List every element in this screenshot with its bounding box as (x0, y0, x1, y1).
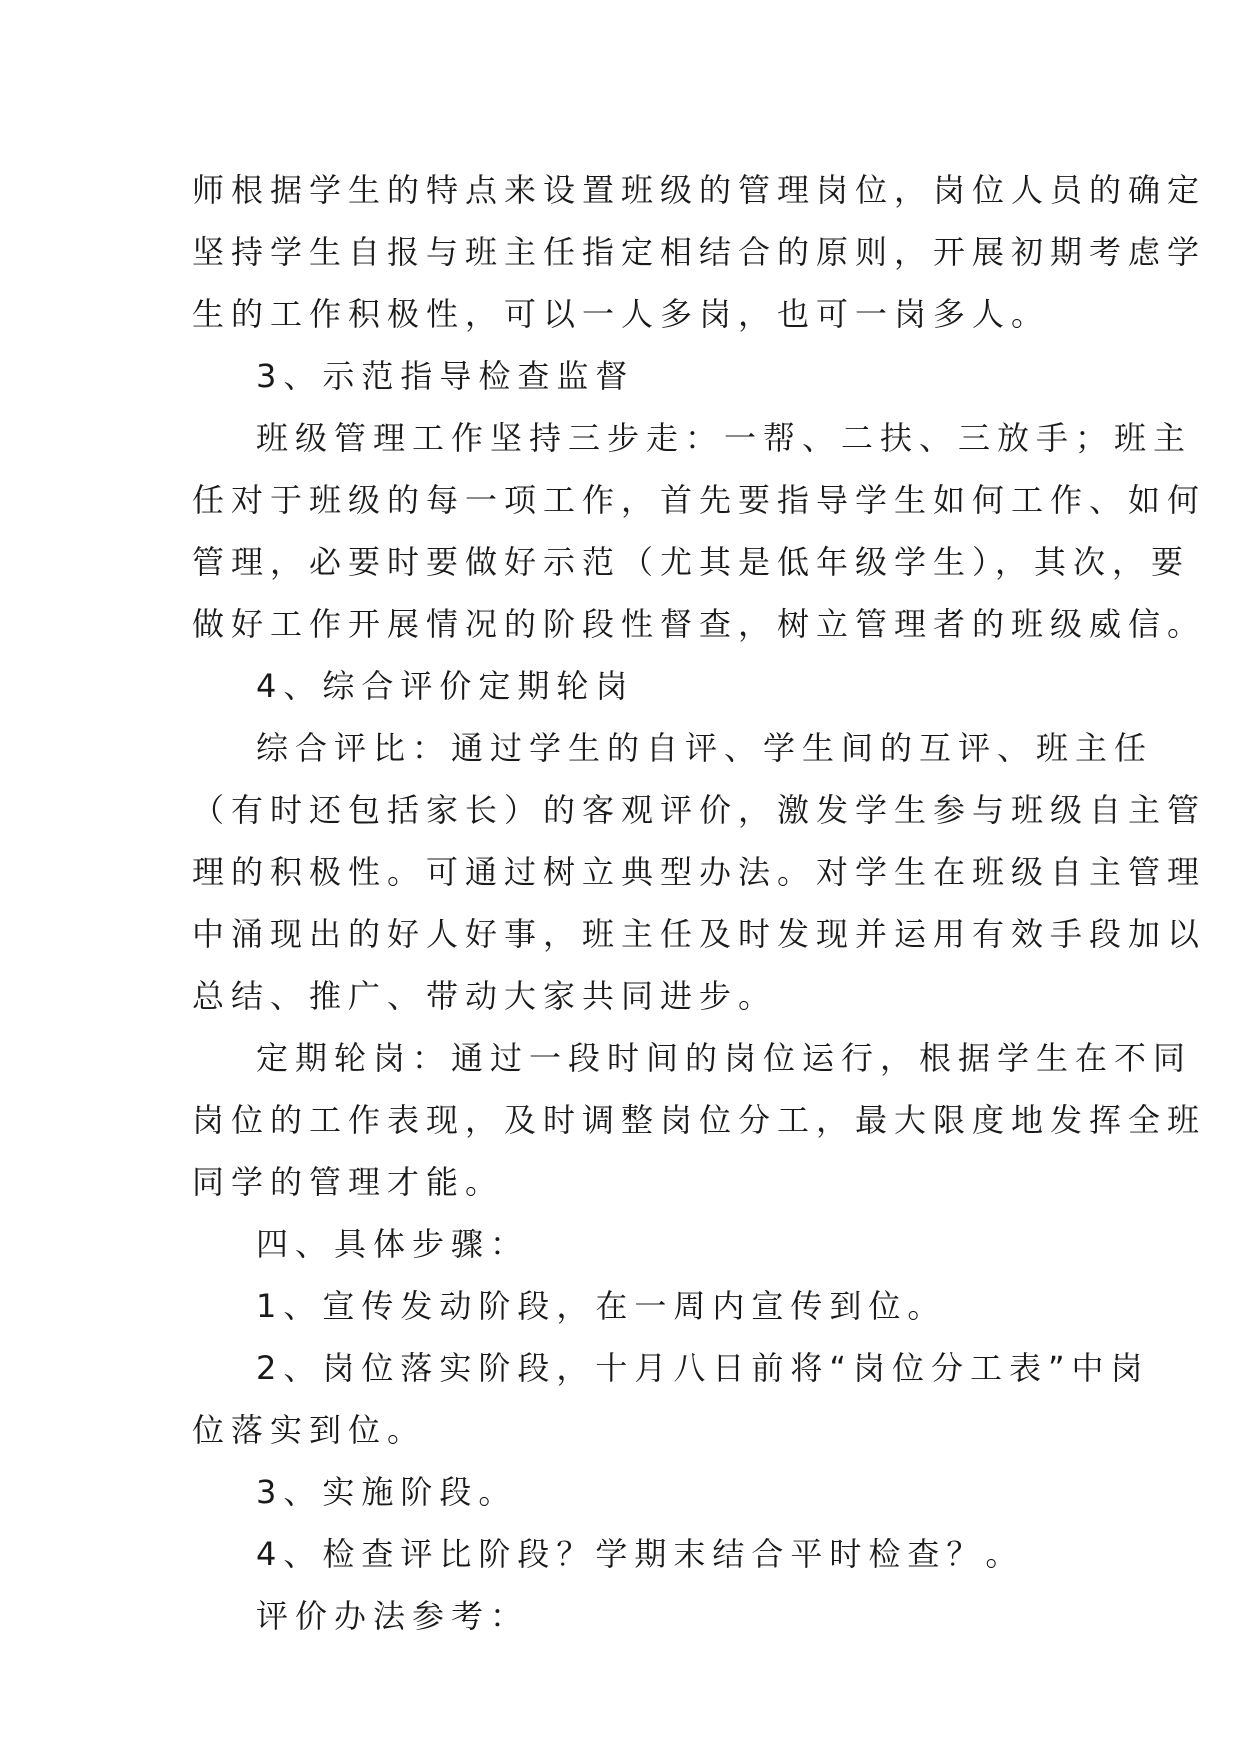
section-heading: 四、具体步骤： (256, 1225, 530, 1263)
text-line: 做好工作开展情况的阶段性督查，树立管理者的班级威信。 (192, 605, 1207, 643)
text-line: 同学的管理才能。 (192, 1163, 505, 1201)
list-item: 3、实施阶段。 (256, 1473, 518, 1511)
list-item: 1、宣传发动阶段，在一周内宣传到位。 (256, 1287, 947, 1325)
text-line: 中涌现出的好人好事，班主任及时发现并运用有效手段加以 (192, 915, 1207, 953)
text-line: 位落实到位。 (192, 1411, 427, 1449)
text-line: 班级管理工作坚持三步走：一帮、二扶、三放手；班主 (256, 419, 1193, 457)
text-line: 管理，必要时要做好示范（尤其是低年级学生），其次，要 (192, 543, 1191, 581)
section-heading: 4、综合评价定期轮岗 (256, 667, 635, 705)
text-line: 理的积极性。可通过树立典型办法。对学生在班级自主管理 (192, 853, 1207, 891)
text-line: 坚持学生自报与班主任指定相结合的原则，开展初期考虑学 (192, 233, 1207, 271)
text-line: 师根据学生的特点来设置班级的管理岗位，岗位人员的确定 (192, 171, 1207, 209)
text-line: 定期轮岗：通过一段时间的岗位运行，根据学生在不同 (256, 1039, 1193, 1077)
text-line: 岗位的工作表现，及时调整岗位分工，最大限度地发挥全班 (192, 1101, 1207, 1139)
text-line: （有时还包括家长）的客观评价，激发学生参与班级自主管 (192, 791, 1207, 829)
text-line: 综合评比：通过学生的自评、学生间的互评、班主任 (256, 729, 1154, 767)
text-line: 评价办法参考： (256, 1597, 530, 1635)
section-heading: 3、示范指导检查监督 (256, 357, 635, 395)
text-line: 任对于班级的每一项工作，首先要指导学生如何工作、如何 (192, 481, 1207, 519)
list-item: 4、检查评比阶段？学期末结合平时检查？。 (256, 1535, 1025, 1573)
list-item: 2、岗位落实阶段，十月八日前将“岗位分工表”中岗 (256, 1349, 1150, 1387)
text-line: 总结、推广、带动大家共同进步。 (192, 977, 778, 1015)
text-line: 生的工作积极性，可以一人多岗，也可一岗多人。 (192, 295, 1051, 333)
